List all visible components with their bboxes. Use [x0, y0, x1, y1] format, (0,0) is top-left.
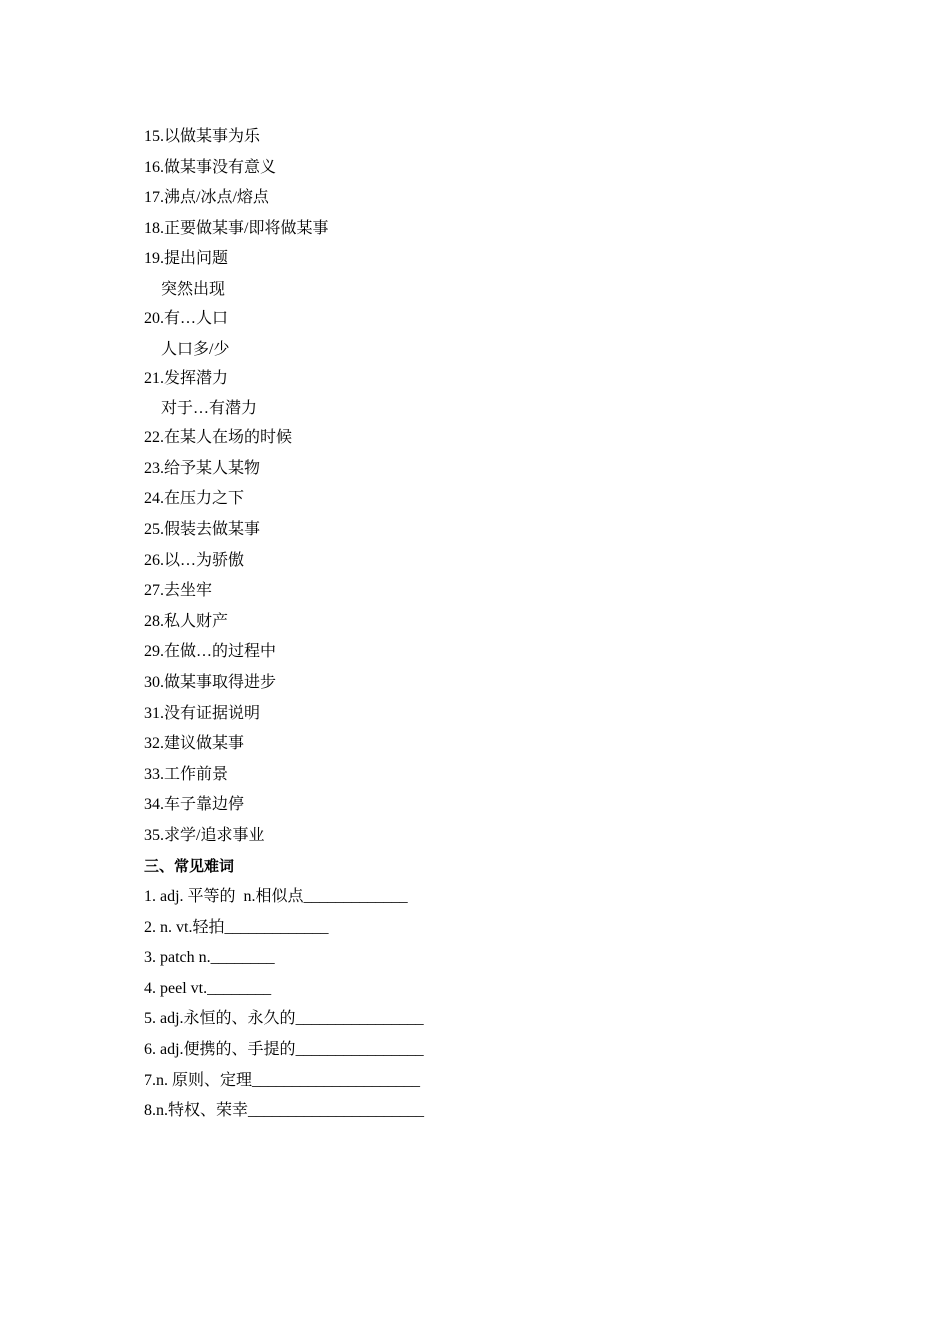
vocab-item	[144, 1004, 824, 1035]
phrase-item: 23.给予某人某物	[144, 459, 261, 477]
phrase-item: 29.在做…的过程中	[144, 643, 277, 661]
phrase-item: 32.建议做某事	[144, 735, 245, 753]
worksheet-content	[144, 122, 824, 1127]
answer-blank: ________	[210, 949, 275, 967]
phrase-item: 24.在压力之下	[144, 490, 245, 508]
vocab-prompt: 5. adj.永恒的、永久的	[144, 1010, 296, 1028]
phrase-item: 34.车子靠边停	[144, 796, 245, 814]
vocab-list	[144, 882, 824, 1127]
phrase-item: 17.沸点/冰点/熔点	[144, 189, 269, 207]
phrase-item: 35.求学/追求事业	[144, 826, 265, 844]
phrase-subitem: 人口多/少	[161, 340, 230, 358]
phrase-item: 16.做某事没有意义	[144, 158, 277, 176]
phrase-item: 18.正要做某事/即将做某事	[144, 219, 329, 237]
phrase-subitem: 突然出现	[161, 280, 226, 298]
vocab-item	[144, 1066, 824, 1097]
phrase-item: 30.做某事取得进步	[144, 673, 277, 691]
phrase-item: 19.提出问题	[144, 250, 229, 268]
vocab-prompt: 7.n. 原则、定理	[144, 1071, 253, 1089]
answer-blank: _____________	[303, 888, 408, 906]
section-heading: 三、常见难词	[144, 857, 235, 876]
answer-blank: ______________________	[248, 1102, 425, 1120]
answer-blank: ________________	[295, 1010, 424, 1028]
answer-blank: _____________	[224, 918, 329, 936]
phrase-item: 21.发挥潜力	[144, 369, 229, 387]
phrase-item: 31.没有证据说明	[144, 704, 261, 722]
vocab-prompt: 8.n.特权、荣幸	[144, 1102, 249, 1120]
answer-blank: _____________________	[252, 1071, 421, 1089]
phrase-item: 15.以做某事为乐	[144, 128, 261, 145]
vocab-prompt: 1. adj. 平等的 n.相似点	[144, 888, 304, 906]
phrase-list	[144, 122, 824, 851]
vocab-item	[144, 913, 824, 944]
vocab-item	[144, 943, 824, 974]
phrase-item: 26.以…为骄傲	[144, 551, 245, 569]
vocab-item	[144, 1035, 824, 1066]
vocab-item	[144, 882, 824, 913]
answer-blank: ________________	[295, 1041, 424, 1059]
vocab-prompt: 4. peel vt.	[144, 979, 208, 997]
vocab-prompt: 6. adj.便携的、手提的	[144, 1041, 296, 1059]
answer-blank: ________	[207, 979, 272, 997]
phrase-item: 22.在某人在场的时候	[144, 429, 293, 447]
vocab-item	[144, 1096, 824, 1127]
phrase-item: 20.有…人口	[144, 309, 229, 327]
phrase-item: 28.私人财产	[144, 612, 229, 630]
phrase-item: 33.工作前景	[144, 765, 229, 783]
phrase-subitem: 对于…有潜力	[161, 400, 258, 418]
phrase-item: 27.去坐牢	[144, 582, 213, 600]
vocab-prompt: 2. n. vt.轻拍	[144, 918, 225, 936]
vocab-item	[144, 974, 824, 1005]
phrase-item: 25.假装去做某事	[144, 520, 261, 538]
vocab-prompt: 3. patch n.	[144, 949, 211, 967]
